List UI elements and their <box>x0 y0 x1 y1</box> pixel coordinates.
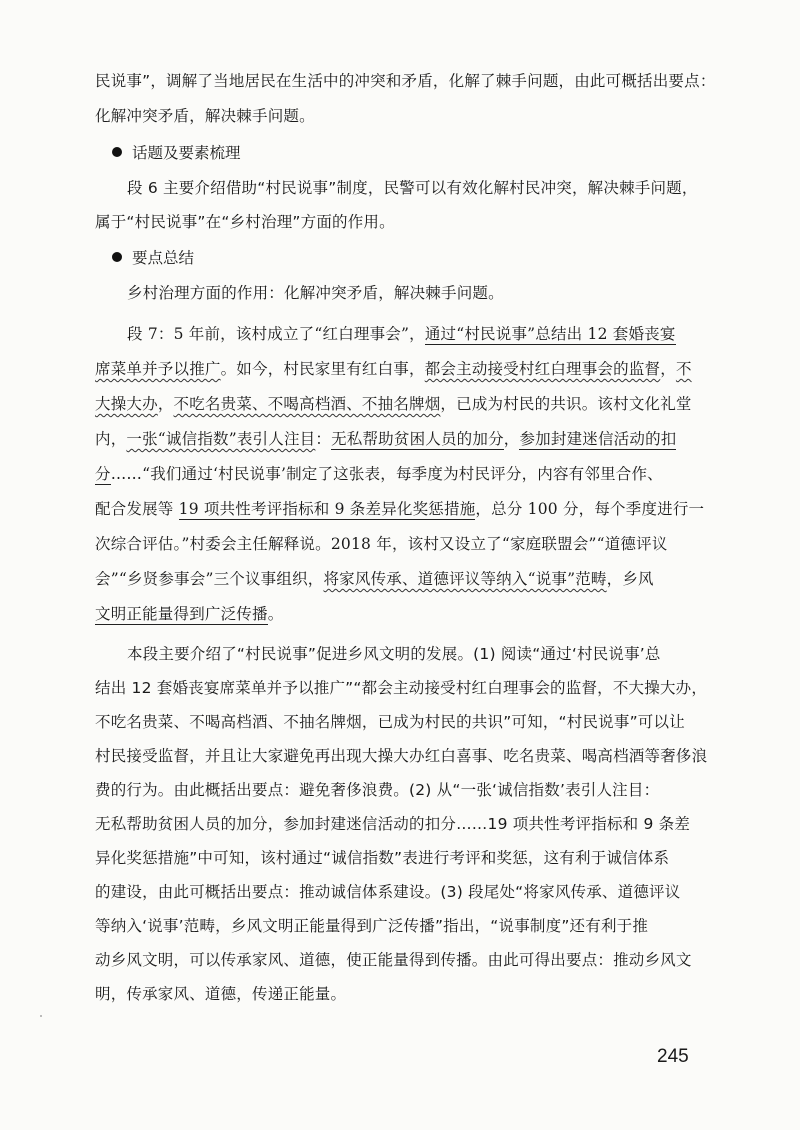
text-line: 属于“村民说事”在“乡村治理”方面的作用。 <box>95 213 395 231</box>
bullet-icon <box>112 252 122 262</box>
quote-text: 段 7：5 年前，该村成立了“红白理事会”， <box>127 325 425 343</box>
quote-text: 配合发展等 <box>95 500 179 518</box>
quote-text: ，乡风 <box>606 570 654 588</box>
text-line: 乡村治理方面的作用：化解冲突矛盾，解决棘手问题。 <box>127 284 504 302</box>
underlined-phrase: 通过“村民说事”总结出 12 套婚丧宴 <box>424 325 676 343</box>
heading-label: 话题及要素梳理 <box>132 144 241 162</box>
underlined-phrase: 不吃名贵菜、不喝高档酒、不抽名牌烟 <box>173 395 441 413</box>
analysis-line: 明，传承家风、道德，传递正能量。 <box>95 985 347 1003</box>
underlined-phrase: 席菜单并予以推广 <box>95 360 221 378</box>
text-line: 段 6 主要介绍借助“村民说事”制度，民警可以有效化解村民冲突，解决棘手问题， <box>127 179 698 197</box>
quote-text: ， <box>503 430 520 448</box>
underlined-phrase: 大操大办 <box>95 395 158 413</box>
quote-line <box>95 391 710 417</box>
section-heading <box>112 245 194 271</box>
underlined-phrase: 一张“诚信指数”表引人注目 <box>126 430 316 448</box>
analysis-line: 费的行为。由此概括出要点：避免奢侈浪费。(2) 从“一张‘诚信指数’表引人注目： <box>95 781 660 799</box>
analysis-line: 无私帮助贫困人员的加分，参加封建迷信活动的扣分……19 项共性考评指标和 9 条差 <box>95 815 691 833</box>
underlined-phrase: 分 <box>95 465 111 483</box>
analysis-line: 动乡风文明，可以传承家风、道德，使正能量得到传播。由此可得出要点：推动乡风文 <box>95 951 692 969</box>
quote-line: 次综合评估。”村委会主任解释说。2018 年，该村又设立了“家庭联盟会”“道德评议 <box>95 535 668 553</box>
analysis-line: 结出 12 套婚丧宴席菜单并予以推广”“都会主动接受村红白理事会的监督，不大操大办， <box>95 679 708 697</box>
quote-text: ，总分 100 分，每个季度进行一 <box>475 500 705 518</box>
text-line: 化解冲突矛盾，解决棘手问题。 <box>95 107 315 125</box>
quote-line <box>95 601 710 627</box>
underlined-phrase: 不 <box>675 360 692 378</box>
quote-text: ……“我们通过‘村民说事’制定了这张表，每季度为村民评分，内容有邻里合作、 <box>110 465 663 483</box>
quote-text: 。如今，村民家里有红白事， <box>220 360 425 378</box>
underlined-phrase: 文明正能量得到广泛传播 <box>95 605 268 623</box>
analysis-line: 的建设，由此可概括出要点：推动诚信体系建设。(3) 段尾处“将家风传承、道德评议 <box>95 883 681 901</box>
quote-line <box>95 496 710 522</box>
section-heading <box>112 140 241 166</box>
quote-text: ， <box>660 360 676 378</box>
underlined-phrase: 将家风传承、道德评议等纳入“说事”范畴 <box>323 570 607 588</box>
underlined-phrase: 都会主动接受村红白理事会的监督 <box>424 360 661 378</box>
analysis-line: 等纳入‘说事’范畴，乡风文明正能量得到广泛传播”指出，“说事制度”还有利于推 <box>95 917 649 935</box>
analysis-line: 异化奖惩措施”中可知，该村通过“诚信指数”表进行考评和奖惩，这有利于诚信体系 <box>95 849 670 867</box>
quote-text: ， <box>157 395 174 413</box>
quote-line <box>95 566 710 592</box>
quote-line <box>127 321 710 347</box>
quote-text: 。 <box>267 605 284 623</box>
quote-line <box>95 356 710 382</box>
scan-speck <box>40 1015 42 1017</box>
underlined-phrase: 无私帮助贫困人员的加分 <box>331 430 504 448</box>
underlined-phrase: 19 项共性考评指标和 9 条差异化奖惩措施 <box>178 500 476 518</box>
quote-line <box>95 461 710 487</box>
analysis-line: 不吃名贵菜、不喝高档酒、不抽名牌烟，已成为村民的共识”可知，“村民说事”可以让 <box>95 713 685 731</box>
heading-label: 要点总结 <box>132 249 195 267</box>
quote-text: 会”“乡贤参事会”三个议事组织， <box>95 570 324 588</box>
quote-text: ，已成为村民的共识。该村文化礼堂 <box>440 395 692 413</box>
quote-text: 内， <box>95 430 127 448</box>
page-number: 245 <box>657 1046 689 1067</box>
quote-line <box>95 426 710 452</box>
analysis-line: 本段主要介绍了“村民说事”促进乡风文明的发展。(1) 阅读“通过‘村民说事’总 <box>127 645 661 663</box>
analysis-line: 村民接受监督，并且让大家避免再出现大操大办红白喜事、吃名贵菜、喝高档酒等奢侈浪 <box>95 747 708 765</box>
bullet-icon <box>112 147 122 157</box>
quote-text: ： <box>315 430 332 448</box>
underlined-phrase: 参加封建迷信活动的扣 <box>519 430 677 448</box>
text-line: 民说事”，调解了当地居民在生活中的冲突和矛盾，化解了棘手问题，由此可概括出要点： <box>95 72 716 90</box>
